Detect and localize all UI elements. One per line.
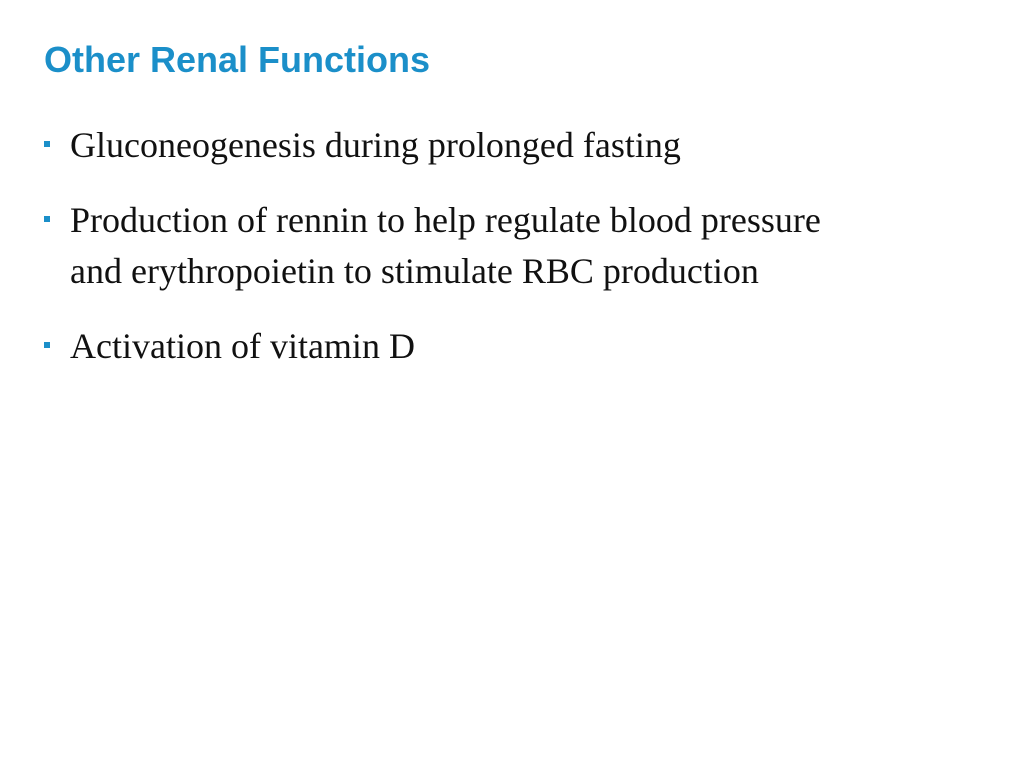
bullet-text: Gluconeogenesis during prolonged fasting <box>70 125 681 165</box>
bullet-text: Production of rennin to help regulate blood pressure and erythropoietin to stimulate RBC production <box>70 200 821 291</box>
bullet-item <box>44 321 864 372</box>
slide-title: Other Renal Functions <box>44 39 431 80</box>
square-bullet-icon <box>44 141 50 147</box>
bullet-item <box>44 195 864 297</box>
square-bullet-icon <box>44 216 50 222</box>
bullet-item <box>44 120 864 171</box>
square-bullet-icon <box>44 342 50 348</box>
bullet-text: Activation of vitamin D <box>70 326 415 366</box>
bullet-list <box>44 120 864 396</box>
